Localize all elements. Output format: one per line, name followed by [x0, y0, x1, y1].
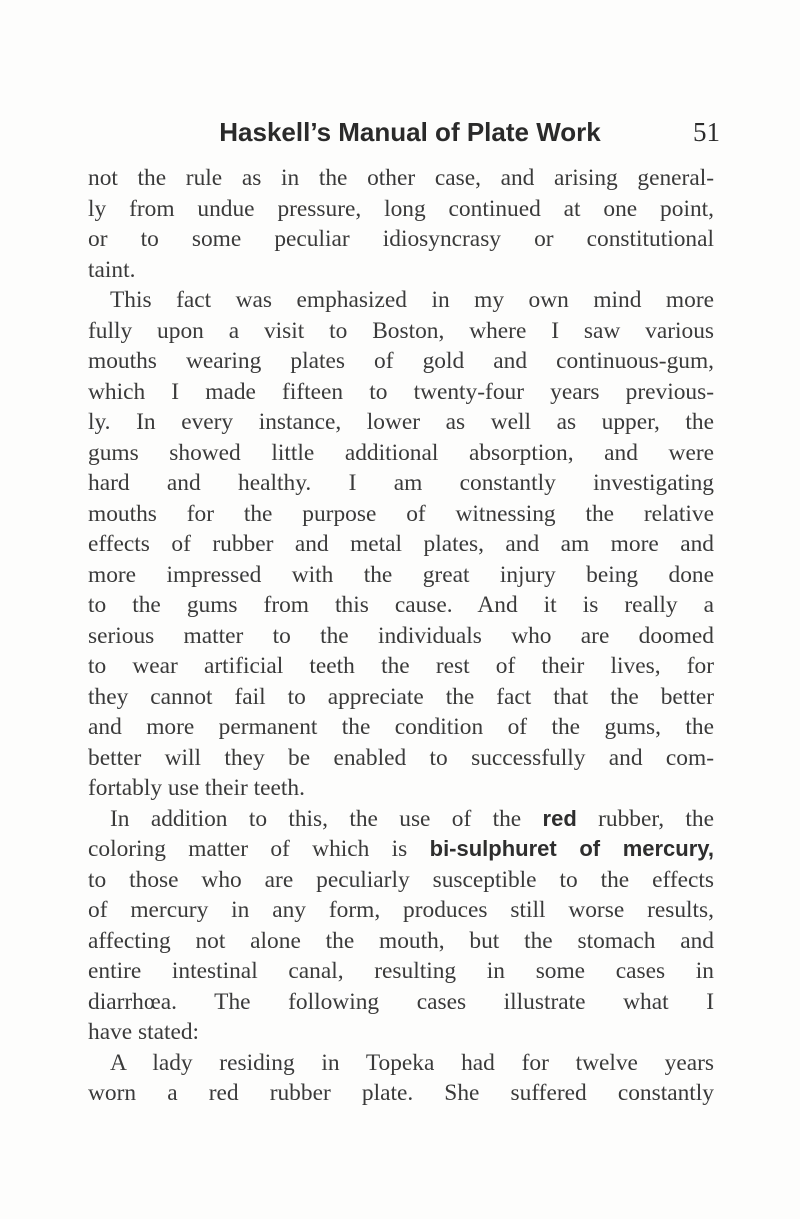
text-line: fortably use their teeth. [88, 775, 305, 801]
running-head [90, 117, 730, 153]
text-line: fully upon a visit to Boston, where I saw various [88, 317, 714, 344]
text-line: diarrhœa. The following cases illustrate what I [88, 988, 714, 1015]
emphasis-red: red [542, 805, 577, 831]
text-line: serious matter to the individuals who are doomed [88, 622, 714, 649]
paragraph-1 [88, 163, 714, 285]
text-line: affecting not alone the mouth, but the stomach and [88, 927, 714, 954]
text-line: more impressed with the great injury being done [88, 561, 714, 588]
page-number: 51 [693, 117, 720, 147]
text-fragment: coloring matter of which is [88, 836, 430, 862]
text-line: to those who are peculiarly susceptible to the effects [88, 866, 714, 893]
text-line: effects of rubber and metal plates, and am more and [88, 531, 714, 557]
text-line [88, 804, 714, 835]
text-line: not the rule as in the other case, and arising general- [88, 165, 714, 191]
text-fragment: In addition to this, the use of the [110, 805, 543, 832]
text-line: to the gums from this cause. And it is really a [88, 592, 714, 618]
text-line: and more permanent the condition of the gums, the [88, 714, 714, 740]
text-line: hard and healthy. I am constantly investigating [88, 470, 714, 496]
text-line: entire intestinal canal, resulting in some cases in [88, 958, 714, 984]
text-fragment: rubber, the [576, 805, 714, 832]
paragraph-2 [88, 285, 714, 804]
paragraph-4 [88, 1048, 714, 1109]
text-line: gums showed little additional absorption, and were [88, 439, 714, 466]
text-line: taint. [88, 256, 136, 283]
paragraph-3 [88, 804, 714, 1048]
text-line: to wear artificial teeth the rest of their lives, for [88, 653, 714, 679]
text-line: better will they be enabled to successfully and com- [88, 744, 714, 771]
text-line: they cannot fail to appreciate the fact that the better [88, 683, 714, 710]
text-line [88, 834, 714, 865]
text-line: ly from undue pressure, long continued at one point, [88, 195, 714, 222]
running-title: Haskell’s Manual of Plate Work [219, 117, 601, 147]
text-line: have stated: [88, 1019, 200, 1045]
text-line: This fact was emphasized in my own mind more [110, 287, 714, 313]
text-line: ly. In every instance, lower as well as upper, the [88, 409, 714, 435]
text-line: A lady residing in Topeka had for twelve years [110, 1049, 714, 1076]
text-line: of mercury in any form, produces still worse results, [88, 897, 714, 923]
text-line: which I made fifteen to twenty-four years previous- [88, 378, 714, 405]
text-line: mouths for the purpose of witnessing the relative [88, 500, 714, 527]
body-text [88, 163, 714, 1109]
text-line: or to some peculiar idiosyncrasy or constitutional [88, 226, 714, 252]
text-line: mouths wearing plates of gold and continuous-gum, [88, 348, 714, 374]
text-line: worn a red rubber plate. She suffered constantly [88, 1080, 714, 1106]
emphasis-bi-sulphuret: bi-sulphuret of mercury, [429, 836, 714, 861]
